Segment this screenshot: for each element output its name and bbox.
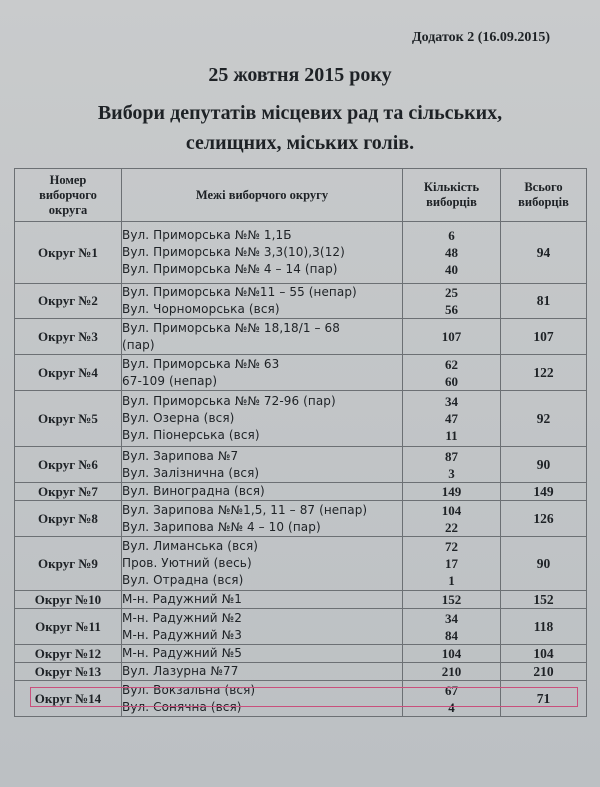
street-line: Вул. Лазурна №77 — [122, 664, 239, 678]
table-row — [15, 447, 587, 483]
street-line: М-н. Радужний №2 — [122, 610, 242, 625]
district-bounds — [122, 537, 403, 591]
election-date: 25 жовтня 2015 року — [208, 64, 392, 86]
voter-count: 56 — [445, 302, 458, 317]
total-voters: 152 — [501, 591, 587, 609]
voter-count: 25 — [445, 285, 458, 300]
district-number: Округ №10 — [15, 591, 122, 609]
voter-count: 107 — [441, 329, 462, 344]
street-line: Вул. Піонерська (вся) — [122, 428, 260, 442]
table-header-row — [15, 169, 587, 222]
district-number: Округ №13 — [15, 663, 122, 681]
table-row — [15, 645, 587, 663]
voter-counts — [403, 284, 501, 319]
district-number: Округ №7 — [15, 483, 122, 501]
district-bounds — [122, 591, 403, 609]
voter-counts — [403, 355, 501, 391]
street-line: Вул. Приморська №№11 – 55 (непар) — [122, 285, 357, 299]
table-row — [15, 681, 587, 717]
header-district-bounds: Межі виборчого округу — [122, 169, 403, 222]
street-line: Вул. Приморська №№ 72-96 (пар) — [122, 394, 336, 408]
voter-count: 22 — [445, 519, 458, 535]
district-number: Округ №11 — [15, 609, 122, 645]
table-row — [15, 483, 587, 501]
district-bounds — [122, 609, 403, 645]
header-voter-count: Кількість виборців — [403, 169, 501, 222]
street-line: (пар) — [122, 337, 155, 352]
street-line: Вул. Озерна (вся) — [122, 411, 235, 425]
document-title-line-2: селищних, міських голів. — [185, 132, 415, 154]
total-voters: 107 — [501, 319, 587, 355]
voter-counts — [403, 319, 501, 355]
voter-counts — [403, 645, 501, 663]
street-line: М-н. Радужний №3 — [122, 627, 242, 642]
voter-count: 34 — [445, 394, 458, 409]
total-voters: 210 — [501, 663, 587, 681]
voter-count: 84 — [445, 627, 458, 643]
voter-counts — [403, 591, 501, 609]
district-number: Округ №8 — [15, 501, 122, 537]
district-bounds — [122, 645, 403, 663]
total-voters: 122 — [501, 355, 587, 391]
total-voters: 126 — [501, 501, 587, 537]
street-line: М-н. Радужний №5 — [122, 646, 242, 660]
district-number: Округ №5 — [15, 391, 122, 447]
total-voters: 118 — [501, 609, 587, 645]
district-bounds — [122, 355, 403, 391]
street-line: Вул. Приморська №№ 3,3(10),3(12) — [122, 245, 345, 259]
district-bounds — [122, 663, 403, 681]
districts-table — [14, 168, 587, 717]
voter-count: 34 — [445, 610, 458, 626]
district-number: Округ №1 — [15, 222, 122, 284]
district-bounds — [122, 284, 403, 319]
table-row — [15, 355, 587, 391]
voter-count: 17 — [445, 556, 458, 571]
table-row — [15, 663, 587, 681]
voter-count: 48 — [445, 245, 458, 260]
district-number: Округ №14 — [15, 681, 122, 717]
voter-count: 3 — [448, 465, 455, 481]
total-voters: 149 — [501, 483, 587, 501]
voter-counts — [403, 447, 501, 483]
addendum-label: Додаток 2 (16.09.2015) — [412, 30, 551, 45]
total-voters: 71 — [501, 681, 587, 717]
total-voters: 90 — [501, 537, 587, 591]
voter-counts — [403, 663, 501, 681]
voter-count: 210 — [441, 664, 462, 679]
voter-counts — [403, 501, 501, 537]
street-line: Вул. Отрадна (вся) — [122, 573, 244, 587]
district-bounds — [122, 501, 403, 537]
street-line: Вул. Зарипова №7 — [122, 448, 239, 463]
district-bounds — [122, 222, 403, 284]
street-line: Вул. Приморська №№ 18,18/1 – 68 — [122, 320, 340, 335]
voter-counts — [403, 483, 501, 501]
district-number: Округ №4 — [15, 355, 122, 391]
district-number: Округ №9 — [15, 537, 122, 591]
street-line: Вул. Виноградна (вся) — [122, 484, 265, 498]
total-voters: 81 — [501, 284, 587, 319]
header-total-voters: Всього виборців — [501, 169, 587, 222]
district-bounds — [122, 681, 403, 717]
street-line: Вул. Приморська №№ 63 — [122, 356, 280, 371]
voter-count: 72 — [445, 539, 458, 554]
voter-count: 104 — [441, 646, 462, 661]
district-number: Округ №6 — [15, 447, 122, 483]
district-number: Округ №12 — [15, 645, 122, 663]
voter-counts — [403, 609, 501, 645]
voter-count: 11 — [445, 428, 458, 443]
district-bounds — [122, 319, 403, 355]
table-row — [15, 501, 587, 537]
voter-counts — [403, 391, 501, 447]
street-line: Вул. Лиманська (вся) — [122, 539, 259, 553]
street-line: М-н. Радужний №1 — [122, 592, 242, 606]
street-line: Вул. Приморська №№ 1,1Б — [122, 228, 292, 242]
street-line: Вул. Вокзальна (вся) — [122, 682, 256, 697]
street-line: Вул. Чорноморська (вся) — [122, 302, 280, 316]
total-voters: 104 — [501, 645, 587, 663]
voter-count: 1 — [448, 573, 455, 588]
voter-count: 87 — [445, 448, 458, 464]
district-number: Округ №2 — [15, 284, 122, 319]
table-row — [15, 537, 587, 591]
street-line: Вул. Сонячна (вся) — [122, 699, 242, 714]
district-bounds — [122, 447, 403, 483]
voter-count: 6 — [448, 228, 455, 243]
table-row — [15, 391, 587, 447]
voter-count: 149 — [441, 484, 462, 499]
voter-count: 47 — [445, 411, 458, 426]
street-line: Вул. Залізнична (вся) — [122, 465, 260, 480]
voter-counts — [403, 222, 501, 284]
voter-count: 4 — [448, 699, 455, 715]
document-title-line-1: Вибори депутатів місцевих рад та сільських, — [97, 102, 503, 124]
street-line: 67-109 (непар) — [122, 373, 218, 388]
street-line: Вул. Приморська №№ 4 – 14 (пар) — [122, 262, 338, 276]
total-voters: 92 — [501, 391, 587, 447]
voter-counts — [403, 537, 501, 591]
district-bounds — [122, 391, 403, 447]
voter-counts — [403, 681, 501, 717]
table-row — [15, 609, 587, 645]
table-row — [15, 284, 587, 319]
district-bounds — [122, 483, 403, 501]
total-voters: 94 — [501, 222, 587, 284]
voter-count: 60 — [445, 373, 458, 389]
voter-count: 152 — [441, 592, 462, 607]
header-district-number: Номер виборчого округа — [15, 169, 122, 222]
district-number: Округ №3 — [15, 319, 122, 355]
street-line: Вул. Зарипова №№ 4 – 10 (пар) — [122, 519, 321, 534]
table-row — [15, 591, 587, 609]
street-line: Вул. Зарипова №№1,5, 11 – 87 (непар) — [122, 502, 368, 517]
voter-count: 40 — [445, 262, 458, 277]
table-row — [15, 222, 587, 284]
voter-count: 104 — [441, 502, 462, 518]
voter-count: 67 — [445, 682, 458, 698]
table-row — [15, 319, 587, 355]
total-voters: 90 — [501, 447, 587, 483]
voter-count: 62 — [445, 356, 458, 372]
street-line: Пров. Уютний (весь) — [122, 556, 252, 570]
